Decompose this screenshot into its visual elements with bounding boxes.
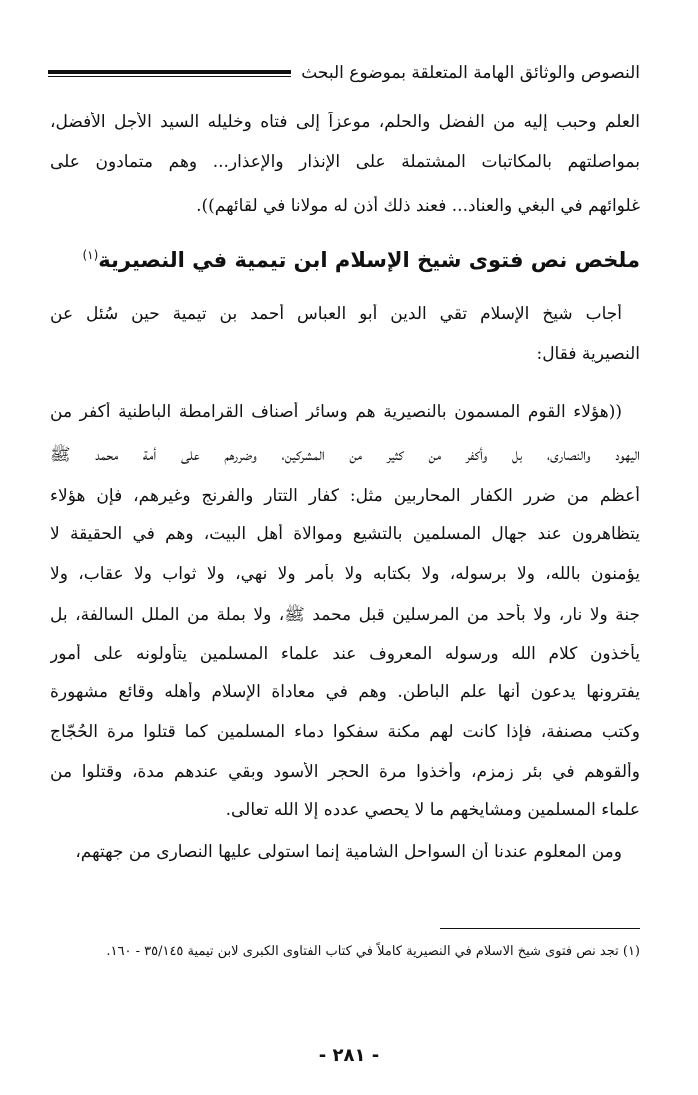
footnote-separator: [440, 928, 640, 929]
paragraph-line: يؤمنون بالله، ولا برسوله، ولا بكتابه ولا بأمر ولا نهي، ولا ثواب ولا عقاب، ولا: [50, 564, 640, 584]
paragraph-line: النصيرية فقال:: [536, 344, 640, 364]
paragraph-line: اليهود والنصارى، بل وأكفر من كثير من المشركين، وضررهم على أمة محمد ﷺ: [50, 445, 640, 465]
paragraph-line: وألقوهم في بئر زمزم، وأخذوا مرة الحجر الأسود وبقي عندهم مدة، وقتلوا من: [50, 762, 640, 782]
paragraph-line: ((هؤلاء القوم المسمون بالنصيرية هم وسائر أصناف القرامطة الباطنية أكفر من: [50, 402, 622, 422]
section-heading-text: ملخص نص فتوى شيخ الإسلام ابن تيمية في النصيرية: [98, 248, 640, 272]
page-number: - ٢٨١ -: [318, 1045, 380, 1066]
running-header: [48, 58, 640, 88]
footnote-marker: (١): [82, 248, 99, 262]
intro-line: العلم وحبب إليه من الفضل والحلم، موعزاً إلى فتاه وخليله السيد الأجل الأفضل،: [50, 112, 640, 132]
paragraph-line: وكتب مصنفة، فإذا كانت لهم مكنة سفكوا دماء المسلمين كما قتلوا مرة الحُجّاج: [50, 722, 640, 742]
intro-line: غلوائهم في البغي والعناد... فعند ذلك أذن له مولانا في لقائهم)).: [196, 196, 640, 216]
running-header-title: النصوص والوثائق الهامة المتعلقة بموضوع البحث: [301, 63, 640, 83]
intro-line: بمواصلتهم بالمكاتبات المشتملة على الإنذار والإعذار... وهم متمادون على: [50, 152, 640, 172]
header-rule: [48, 70, 291, 77]
paragraph-line: يأخذون كلام الله ورسوله المعروف عند علماء المسلمين يتأولونه على أمور: [50, 644, 640, 664]
paragraph-line: يتظاهرون عند جهال المسلمين بالتشيع وموالاة أهل البيت، وهم في الحقيقة لا: [50, 524, 640, 544]
paragraph-line: أجاب شيخ الإسلام تقي الدين أبو العباس أحمد بن تيمية حين سُئل عن: [50, 304, 622, 324]
footnote-text: (١) تجد نص فتوى شيخ الاسلام في النصيرية كاملاً في كتاب الفتاوى الكبرى لابن تيمية ٣٥/١٤٥ - ١٦٠.: [106, 944, 640, 959]
paragraph-line: ومن المعلوم عندنا أن السواحل الشامية إنما استولى عليها النصارى من جهتهم،: [75, 842, 622, 862]
paragraph-line: جنة ولا نار، ولا بأحد من المرسلين قبل محمد ﷺ، ولا بملة من الملل السالفة، بل: [50, 605, 640, 625]
section-heading: [50, 248, 640, 272]
paragraph-line: أعظم من ضرر الكفار المحاربين مثل: كفار التتار والفرنج وغيرهم، فإن هؤلاء: [50, 486, 640, 506]
paragraph-line: علماء المسلمين ومشايخهم ما لا يحصي عدده إلا الله تعالى.: [225, 800, 640, 820]
paragraph-line: يفترونها يدعون أنها علم الباطن. وهم في معاداة الإسلام وأهله وقائع مشهورة: [50, 682, 640, 702]
